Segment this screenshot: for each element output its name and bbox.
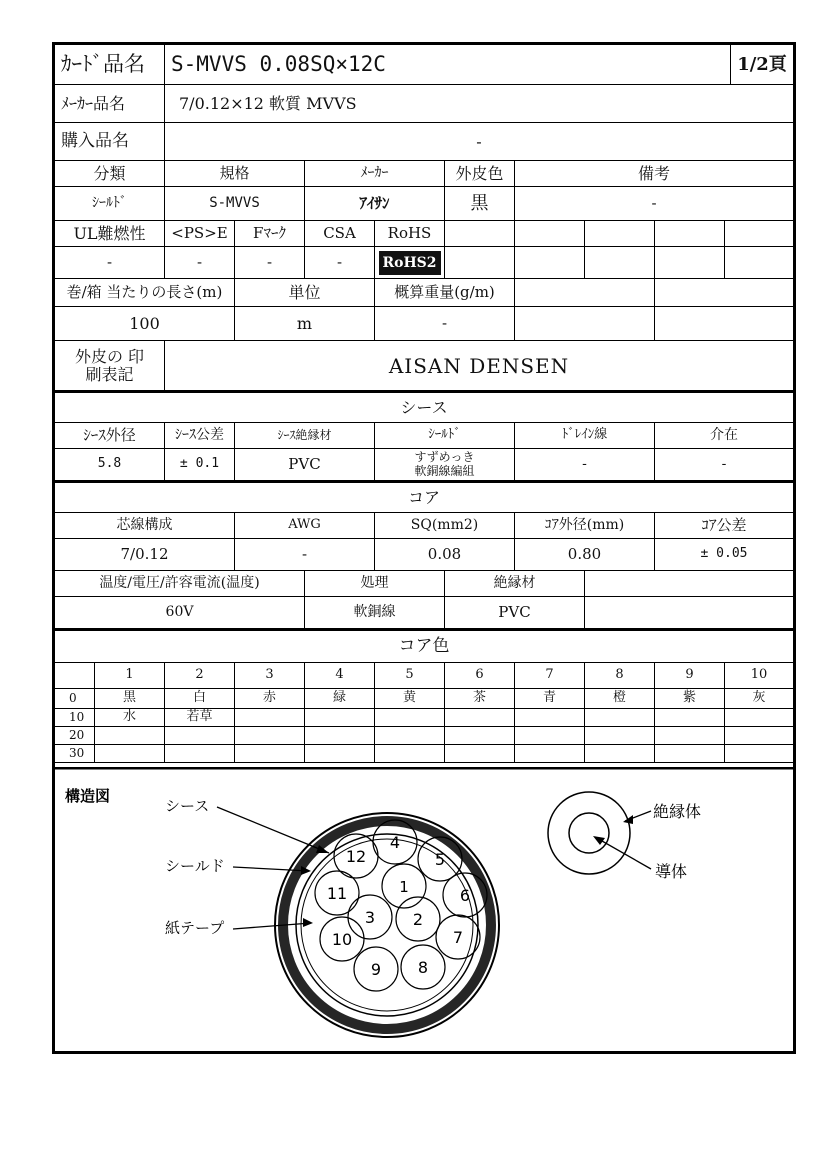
color-cell [515,727,585,745]
leader-paper-tape [233,923,311,929]
rohs-badge: RoHS2 [379,251,441,275]
color-column-header: 4 [305,663,375,689]
purchase-name-label: 購入品名 [55,123,165,161]
card-name-value: S-MVVS 0.08SQ×12C [165,45,731,85]
color-cell [235,727,305,745]
roll-value-empty [655,307,793,341]
std-value-fmark: - [235,247,305,279]
color-cell: 水 [95,709,165,727]
sheath-value-od: 5.8 [55,449,165,481]
core-value-rating: 60V [55,597,305,629]
color-cell: 青 [515,689,585,709]
color-cell: 黒 [95,689,165,709]
std-header-rohs: RoHS [375,221,445,247]
core-value-strand: 7/0.12 [55,539,235,571]
roll-value-weight: - [375,307,515,341]
class-header-maker: ﾒｰｶｰ [305,161,445,187]
std-value-pse: - [165,247,235,279]
color-column-header: 7 [515,663,585,689]
color-cell [515,709,585,727]
color-row-label: 10 [55,709,95,727]
paper-tape-circle [301,839,473,1011]
sheath-header-filler: 介在 [655,423,793,449]
color-cell: 緑 [305,689,375,709]
core-value-treatment: 軟銅線 [305,597,445,629]
class-value-category: ｼｰﾙﾄﾞ [55,187,165,221]
sheath-value-material: PVC [235,449,375,481]
core-header-od: ｺｱ外径(mm) [515,513,655,539]
core-number: 8 [417,958,429,977]
color-cell [305,727,375,745]
label-paper-tape: 紙テープ [165,919,225,937]
color-cell: 茶 [445,689,515,709]
core-header-treatment: 処理 [305,571,445,597]
sheath-value-shield: すずめっき 軟銅線編組 [375,449,515,481]
class-value-maker: ｱｲｻﾝ [305,187,445,221]
color-row-label: 0 [55,689,95,709]
std-value-empty [585,247,655,279]
maker-name-label: ﾒｰｶｰ品名 [55,85,165,123]
core-value-tolerance: ± 0.05 [655,539,793,571]
print-text: AISAN DENSEN [165,341,793,391]
color-cell: 黄 [375,689,445,709]
color-column-header: 9 [655,663,725,689]
spec-sheet [52,42,796,1054]
label-shield: シールド [165,857,225,875]
color-cell [445,709,515,727]
core-header-sq: SQ(mm2) [375,513,515,539]
color-cell [655,745,725,763]
color-cell [725,745,793,763]
std-header-fmark: Fﾏｰｸ [235,221,305,247]
std-header-pse: <PS>E [165,221,235,247]
card-name-label: ｶｰﾄﾞ品名 [55,45,165,85]
color-cell: 橙 [585,689,655,709]
std-value-empty [655,247,725,279]
color-cell [95,745,165,763]
core-color-title: コア色 [55,629,793,663]
color-cell [375,709,445,727]
color-cell [305,709,375,727]
sheath-header-drain: ﾄﾞﾚｲﾝ線 [515,423,655,449]
color-row-label: 20 [55,727,95,745]
label-sheath: シース [165,797,210,815]
std-header-ul: UL難燃性 [55,221,165,247]
color-cell [165,745,235,763]
std-value-ul: - [55,247,165,279]
insulation-circle [548,792,630,874]
color-cell [95,727,165,745]
roll-value-length: 100 [55,307,235,341]
color-row-label: 30 [55,745,95,763]
sheath-ring [283,821,491,1029]
color-cell [165,727,235,745]
color-column-header: 5 [375,663,445,689]
core-header-insulation: 絶縁材 [445,571,585,597]
class-header-category: 分類 [55,161,165,187]
color-cell [725,709,793,727]
color-column-header: 1 [95,663,165,689]
color-cell [445,727,515,745]
sheath-header-tolerance: ｼｰｽ公差 [165,423,235,449]
roll-value-unit: m [235,307,375,341]
color-cell [235,745,305,763]
arrow-paper-tape [303,918,313,927]
sheath-header-material: ｼｰｽ絶縁材 [235,423,375,449]
color-cell [375,745,445,763]
color-corner-cell [55,663,95,689]
std-header-csa: CSA [305,221,375,247]
class-value-spec: S-MVVS [165,187,305,221]
structure-title: 構造図 [65,787,111,805]
color-cell [235,709,305,727]
color-cell [515,745,585,763]
sheath-value-drain: - [515,449,655,481]
color-cell [585,745,655,763]
color-column-header: 6 [445,663,515,689]
sheath-value-tolerance: ± 0.1 [165,449,235,481]
core-number: 4 [389,833,401,852]
label-insulation: 絶縁体 [653,802,702,821]
core-number: 11 [326,884,348,903]
std-header-empty [585,221,655,247]
core-value-insulation: PVC [445,597,585,629]
class-value-remarks: - [515,187,793,221]
color-column-header: 3 [235,663,305,689]
label-conductor: 導体 [655,862,688,881]
color-cell [655,727,725,745]
arrow-conductor [593,836,605,845]
sheath-title: シース [55,391,793,423]
core-number: 10 [331,930,353,949]
core-header-rating: 温度/電圧/許容電流(温度) [55,571,305,597]
core-header-empty [585,571,793,597]
core-title: コア [55,481,793,513]
roll-header-empty [655,279,793,307]
core-number: 1 [399,878,409,896]
core-header-strand: 芯線構成 [55,513,235,539]
color-cell: 赤 [235,689,305,709]
core-number: 2 [412,910,424,929]
structure-diagram [55,767,793,1051]
color-cell [305,745,375,763]
std-value-empty [515,247,585,279]
std-value-empty [445,247,515,279]
core-value-awg: - [235,539,375,571]
color-cell [655,709,725,727]
std-header-empty [445,221,515,247]
color-column-header: 2 [165,663,235,689]
color-cell: 紫 [655,689,725,709]
core-number: 6 [459,886,471,905]
core-number: 3 [364,908,376,927]
core-number: 7 [452,928,464,947]
color-cell [725,727,793,745]
core-value-empty [585,597,793,629]
color-cell: 白 [165,689,235,709]
color-cell: 灰 [725,689,793,709]
core-number: 12 [345,847,367,866]
core-value-od: 0.80 [515,539,655,571]
core-header-tolerance: ｺｱ公差 [655,513,793,539]
leader-conductor [595,837,651,869]
std-value-csa: - [305,247,375,279]
page-number: 1/2頁 [731,45,793,85]
core-number: 9 [370,960,382,979]
sheath-header-od: ｼｰｽ外径 [55,423,165,449]
class-header-spec: 規格 [165,161,305,187]
class-header-remarks: 備考 [515,161,793,187]
roll-header-empty [515,279,655,307]
color-column-header: 10 [725,663,793,689]
maker-name-value: 7/0.12×12 軟質 MVVS [165,85,793,123]
purchase-name-value: - [165,123,793,161]
color-cell [585,727,655,745]
class-value-color: 黒 [445,187,515,221]
color-cell: 若草 [165,709,235,727]
std-header-empty [515,221,585,247]
print-label: 外皮の 印刷表記 [55,341,165,391]
std-value-empty [725,247,793,279]
core-value-sq: 0.08 [375,539,515,571]
roll-header-weight: 概算重量(g/m) [375,279,515,307]
class-header-color: 外皮色 [445,161,515,187]
core-header-awg: AWG [235,513,375,539]
color-cell [375,727,445,745]
std-header-empty [655,221,725,247]
roll-value-empty [515,307,655,341]
conductor-circle [569,813,609,853]
roll-header-unit: 単位 [235,279,375,307]
roll-header-length: 巻/箱 当たりの長さ(m) [55,279,235,307]
leader-sheath [217,807,329,853]
sheath-header-shield: ｼｰﾙﾄﾞ [375,423,515,449]
sheath-value-filler: - [655,449,793,481]
arrow-insulation [623,815,633,824]
std-header-empty [725,221,793,247]
rohs-badge-cell [375,247,445,279]
color-column-header: 8 [585,663,655,689]
color-cell [585,709,655,727]
color-cell [445,745,515,763]
core-number: 5 [434,850,446,869]
sheath-outer-circle [275,813,499,1037]
